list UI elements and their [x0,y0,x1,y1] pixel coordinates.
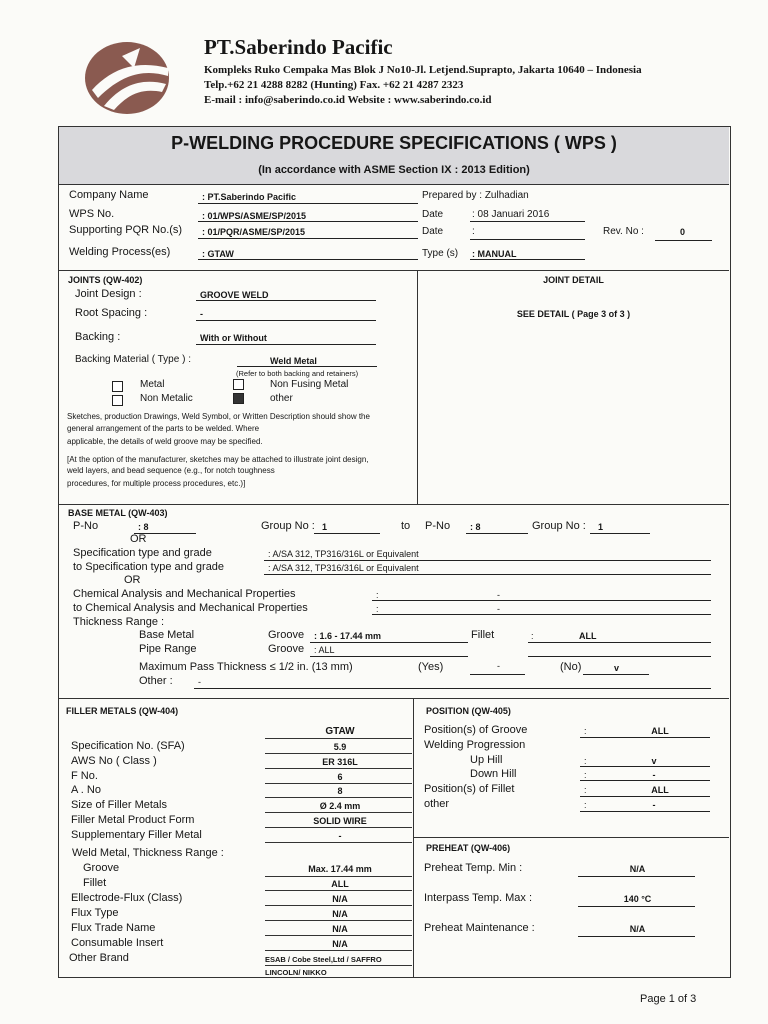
filler-row-label: AWS No ( Class ) [71,754,157,767]
to-chem-colon: : [376,604,379,614]
preheat-maintenance-value: N/A [629,924,646,934]
to-label: to [401,520,411,532]
sketch-note-4: [At the option of the manufacturer, sketches may be attached to illustrate joint design, [67,455,369,464]
filler-row-label: A . No [71,784,101,797]
joint-detail-title: JOINT DETAIL [543,275,604,285]
interpass-value: 140 °C [623,894,652,904]
pno-label: P-No [73,520,99,532]
position-groove-value: ALL [651,726,669,736]
filler-row-value: N/A [332,939,348,949]
company-name: PT.Saberindo Pacific [204,35,393,59]
pno2-value: : 8 [470,522,481,532]
filler-row-value: N/A [332,924,348,934]
spec-label: Specification type and grade [73,547,212,559]
type-label: Type (s) [422,248,459,259]
groove-label: Groove [268,629,305,641]
position-groove-label: Position(s) of Groove [424,724,528,736]
filler-row-value: ER 316L [322,756,358,767]
metal-option-label: Metal [140,379,165,390]
welding-process-label: Welding Process(es) [69,246,171,258]
non-fusing-checkbox[interactable] [233,379,244,390]
preheat-min-label: Preheat Temp. Min : [424,862,523,874]
uphill-value: v [651,756,657,766]
non-metalic-checkbox[interactable] [112,395,123,406]
uphill-colon: : [584,756,587,766]
filler-column-header: GTAW [325,726,355,737]
filler-row-value: Ø 2.4 mm [319,801,361,812]
yes-label: (Yes) [418,661,444,673]
company-logo [82,38,172,118]
prepared-by: Prepared by : Zulhadian [422,190,529,201]
to-chem-label: to Chemical Analysis and Mechanical Properties [73,602,308,614]
pno2-label: P-No [425,520,451,532]
to-spec-label: to Specification type and grade [73,561,225,573]
filler-row-value: N/A [332,894,348,904]
filler-section-title: FILLER METALS (QW-404) [66,706,179,716]
or-label-2: OR [124,574,141,586]
filler-row-label: Flux Type [71,907,119,919]
filler-row-label: Filler Metal Product Form [71,814,195,826]
downhill-value: - [652,770,656,780]
root-spacing-value: - [200,309,203,319]
or-label-1: OR [130,533,147,545]
filler-row-label: Consumable Insert [71,937,164,949]
base-metal-section-title: BASE METAL (QW-403) [68,508,168,518]
joints-section-title: JOINTS (QW-402) [68,275,143,285]
company-name-value: : PT.Saberindo Pacific [202,192,297,202]
pqr-value: : 01/PQR/ASME/SP/2015 [202,227,306,237]
joint-design-value: GROOVE WELD [200,290,269,300]
rev-no-label: Rev. No : [603,226,644,237]
interpass-label: Interpass Temp. Max : [424,892,533,904]
base-metal-label: Base Metal [139,629,195,641]
position-fillet-label: Position(s) of Fillet [424,783,515,795]
welding-progression-label: Welding Progression [424,739,526,751]
group-no-label: Group No : [261,520,315,532]
thickness-range-filler-label: Weld Metal, Thickness Range : [72,847,224,859]
filler-row-value: 8 [337,786,343,797]
welding-process-value: : GTAW [202,249,234,259]
document-title: P-WELDING PROCEDURE SPECIFICATIONS ( WPS ) [171,133,617,153]
position-other-label: other [424,798,450,810]
rev-no-value: 0 [680,227,686,237]
filler-row-label: Specification No. (SFA) [71,740,185,752]
chem-value: - [497,590,500,600]
joint-design-label: Joint Design : [75,288,142,300]
fillet-value: ALL [579,631,597,641]
to-chem-value: - [497,604,500,614]
fillet-colon: : [531,631,534,641]
position-other-value: - [652,800,656,810]
filler-fillet-label: Fillet [83,877,107,889]
non-fusing-option-label: Non Fusing Metal [270,379,349,390]
group-no2-value: 1 [598,522,604,532]
company-address: Kompleks Ruko Cempaka Mas Blok J No10-Jl. Letjend.Suprapto, Jakarta 10640 – Indonesia [204,64,642,76]
filler-row-label: Flux Trade Name [71,922,156,934]
filler-row-label: Supplementary Filler Metal [71,828,202,841]
downhill-colon: : [584,770,587,780]
type-value: : MANUAL [472,249,517,259]
filler-row-value: N/A [332,909,348,919]
sketch-note-1: Sketches, production Drawings, Weld Symbol, or Written Description should show the [67,412,370,421]
page-number: Page 1 of 3 [640,993,697,1005]
backing-note: (Refer to both backing and retainers) [236,369,359,378]
other-option-label: other [270,393,293,404]
wps-no-label: WPS No. [69,208,115,220]
date-value: : 08 Januari 2016 [472,209,550,220]
group-no2-label: Group No : [532,520,586,532]
filler-row-value: 5.9 [333,742,347,752]
backing-label: Backing : [75,331,121,343]
filler-groove-value: Max. 17.44 mm [308,864,372,874]
filler-row-value: SOLID WIRE [313,816,367,826]
other-label: Other : [139,675,173,687]
spec-value: : A/SA 312, TP316/316L or Equivalent [268,549,419,559]
pipe-groove-label: Groove [268,643,305,655]
to-spec-value: : A/SA 312, TP316/316L or Equivalent [268,563,419,573]
backing-material-value: Weld Metal [270,356,317,366]
other-value: - [198,677,201,687]
group-no-value: 1 [322,522,328,532]
document-subtitle: (In accordance with ASME Section IX : 2013 Edition) [258,164,530,176]
groove-value: : 1.6 - 17.44 mm [314,631,382,641]
other-brand-value-2: LINCOLN/ NIKKO [265,968,327,977]
date2-label: Date [422,226,444,237]
filler-groove-label: Groove [83,862,120,874]
filler-row-value: 6 [337,771,343,782]
date-label: Date [422,209,444,220]
downhill-label: Down Hill [470,768,517,780]
filler-row-value: - [338,830,342,841]
chem-colon: : [376,590,379,600]
preheat-min-value: N/A [629,864,646,874]
filler-row-label: Size of Filler Metals [71,799,167,812]
sketch-note-6: procedures, for multiple process procedures, etc.)] [67,479,246,488]
position-fillet-value: ALL [651,785,669,795]
wps-no-value: : 01/WPS/ASME/SP/2015 [202,211,307,221]
sketch-note-3: applicable, the details of weld groove may be specified. [67,437,263,446]
position-section-title: POSITION (QW-405) [426,706,511,716]
pno-value: : 8 [138,522,149,532]
sketch-note-5: weld layers, and bead sequence (e.g., for notch toughness [67,466,275,475]
other-checkbox[interactable] [233,393,244,404]
yes-value: - [497,661,500,671]
filler-row-label: Ellectrode-Flux (Class) [71,892,183,904]
non-metalic-option-label: Non Metalic [140,393,193,404]
company-name-label: Company Name [69,189,149,201]
position-other-colon: : [584,800,587,810]
preheat-maintenance-label: Preheat Maintenance : [424,922,535,934]
thickness-range-label: Thickness Range : [73,616,165,628]
max-pass-label: Maximum Pass Thickness ≤ 1/2 in. (13 mm) [139,661,353,673]
pipe-groove-value: : ALL [314,645,335,655]
position-groove-colon: : [584,726,587,736]
uphill-label: Up Hill [470,754,503,766]
other-brand-label: Other Brand [69,952,129,964]
joint-detail-reference: SEE DETAIL ( Page 3 of 3 ) [516,309,631,319]
pipe-range-label: Pipe Range [139,643,197,655]
company-email-website: E-mail : info@saberindo.co.id Website : www.saberindo.co.id [204,94,492,106]
position-fillet-colon: : [584,785,587,795]
date2-value: : [472,226,475,237]
preheat-section-title: PREHEAT (QW-406) [426,843,511,853]
filler-row-label: F No. [71,769,98,782]
chem-label: Chemical Analysis and Mechanical Properties [73,588,296,600]
no-label: (No) [560,661,582,673]
sketch-note-2: general arrangement of the parts to be welded. Where [67,424,260,433]
root-spacing-label: Root Spacing : [75,307,148,319]
filler-fillet-value: ALL [331,879,349,889]
other-brand-value-1: ESAB / Cobe Steel,Ltd / SAFFRO [265,955,382,964]
backing-material-label: Backing Material ( Type ) : [75,354,191,365]
fillet-label: Fillet [471,629,495,641]
metal-checkbox[interactable] [112,381,123,392]
backing-value: With or Without [200,333,267,343]
no-value: v [614,663,620,673]
pqr-label: Supporting PQR No.(s) [69,224,183,236]
company-phone-fax: Telp.+62 21 4288 8282 (Hunting) Fax. +62 21 4287 2323 [204,79,464,91]
